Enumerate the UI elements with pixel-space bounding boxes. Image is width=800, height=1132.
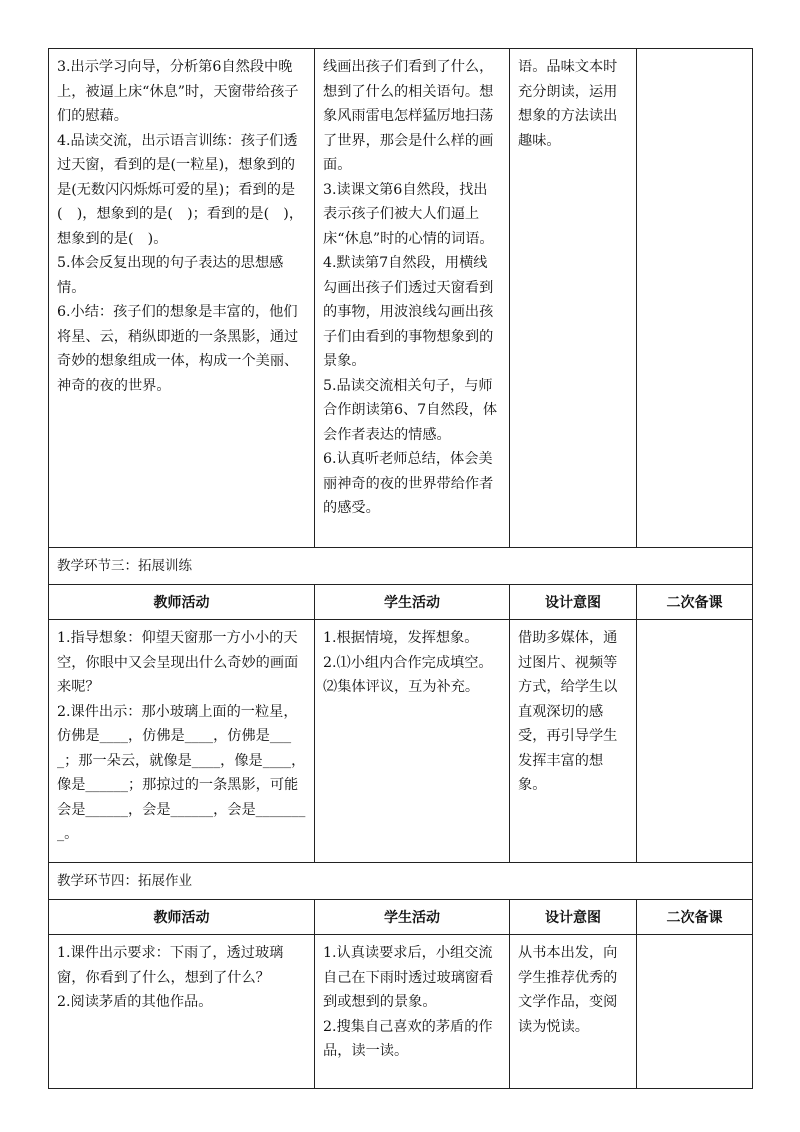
student-activity-cell bbox=[315, 935, 510, 1089]
section-title-row bbox=[49, 863, 753, 900]
lesson-plan-table bbox=[48, 48, 753, 1089]
student-activity-cell bbox=[315, 620, 510, 863]
table-row bbox=[49, 49, 753, 548]
list-item: 2.⑴小组内合作完成填空。 bbox=[323, 654, 493, 671]
secondary-prep-cell bbox=[637, 620, 753, 863]
column-header-notes: 二次备课 bbox=[637, 900, 753, 935]
list-item: 2.课件出示：那小玻璃上面的一粒星，仿佛是____，仿佛是____，仿佛是____；那一朵云，就像是____，像是____，像是______；那掠过的一条黑影，可能会是______，会是______，会是________。 bbox=[57, 703, 306, 842]
teacher-activity-cell bbox=[49, 620, 315, 863]
list-item: 从书本出发，向学生推荐优秀的文学作品，变阅读为悦读。 bbox=[518, 945, 618, 1035]
list-item: 4.品读交流，出示语言训练：孩子们透过天窗，看到的是(一粒星)，想象到的是(无数闪闪烁烁可爱的星)；看到的是( )，想象到的是( )；看到的是( )，想象到的是( )。 bbox=[57, 132, 304, 247]
design-intent-cell bbox=[510, 49, 637, 548]
column-header-intent: 设计意图 bbox=[510, 900, 637, 935]
teacher-activity-cell bbox=[49, 49, 315, 548]
section-title: 教学环节三：拓展训练 bbox=[49, 548, 753, 585]
list-item: 6.认真听老师总结，体会美丽神奇的夜的世界带给作者的感受。 bbox=[323, 451, 494, 516]
teacher-activity-cell bbox=[49, 935, 315, 1089]
list-item: 语。品味文本时充分朗读，运用想象的方法读出趣味。 bbox=[518, 59, 618, 149]
section-title-row bbox=[49, 548, 753, 585]
list-item: 2.搜集自己喜欢的茅盾的作品，读一读。 bbox=[323, 1018, 493, 1059]
table-row bbox=[49, 935, 753, 1089]
list-item: 3.出示学习向导，分析第6自然段中晚上，被逼上床“休息”时，天窗带给孩子们的慰藉。 bbox=[57, 59, 299, 124]
column-header-teacher: 教师活动 bbox=[49, 900, 315, 935]
column-header-student: 学生活动 bbox=[315, 900, 510, 935]
column-header-notes: 二次备课 bbox=[637, 585, 753, 620]
header-row bbox=[49, 900, 753, 935]
list-item: 1.课件出示要求：下雨了，透过玻璃窗，你看到了什么，想到了什么？ bbox=[57, 945, 284, 986]
secondary-prep-cell bbox=[637, 49, 753, 548]
list-item: 线画出孩子们看到了什么，想到了什么的相关语句。想象风雨雷电怎样猛厉地扫荡了世界，那会是什么样的画面。 bbox=[323, 59, 494, 173]
list-item: 1.根据情境，发挥想象。 bbox=[323, 630, 479, 646]
list-item: 1.指导想象：仰望天窗那一方小小的天空，你眼中又会呈现出什么奇妙的画面来呢？ bbox=[57, 630, 299, 695]
list-item: 5.品读交流相关句子，与师合作朗读第6、7自然段，体会作者表达的情感。 bbox=[323, 377, 498, 443]
list-item: 1.认真读要求后，小组交流自己在下雨时透过玻璃窗看到或想到的景象。 bbox=[323, 945, 494, 1010]
secondary-prep-cell bbox=[637, 935, 753, 1089]
design-intent-cell bbox=[510, 935, 637, 1089]
design-intent-cell bbox=[510, 620, 637, 863]
table-row bbox=[49, 620, 753, 863]
list-item: 借助多媒体，通过图片、视频等方式，给学生以直观深切的感受，再引导学生发挥丰富的想象。 bbox=[518, 630, 618, 793]
column-header-intent: 设计意图 bbox=[510, 585, 637, 620]
list-item: 6.小结：孩子们的想象是丰富的，他们将星、云，稍纵即逝的一条黑影，通过奇妙的想象组成一体，构成一个美丽、神奇的夜的世界。 bbox=[57, 304, 299, 394]
section-title: 教学环节四：拓展作业 bbox=[49, 863, 753, 900]
header-row bbox=[49, 585, 753, 620]
list-item: 4.默读第7自然段，用横线勾画出孩子们透过天窗看到的事物，用波浪线勾画出孩子们由看到的事物想象到的景象。 bbox=[323, 255, 494, 369]
list-item: ⑵集体评议，互为补充。 bbox=[323, 679, 480, 695]
student-activity-cell bbox=[315, 49, 510, 548]
column-header-student: 学生活动 bbox=[315, 585, 510, 620]
column-header-teacher: 教师活动 bbox=[49, 585, 315, 620]
list-item: 5.体会反复出现的句子表达的思想感情。 bbox=[57, 255, 284, 296]
list-item: 2.阅读茅盾的其他作品。 bbox=[57, 994, 213, 1010]
list-item: 3.读课文第6自然段，找出表示孩子们被大人们逼上床“休息”时的心情的词语。 bbox=[323, 181, 494, 247]
